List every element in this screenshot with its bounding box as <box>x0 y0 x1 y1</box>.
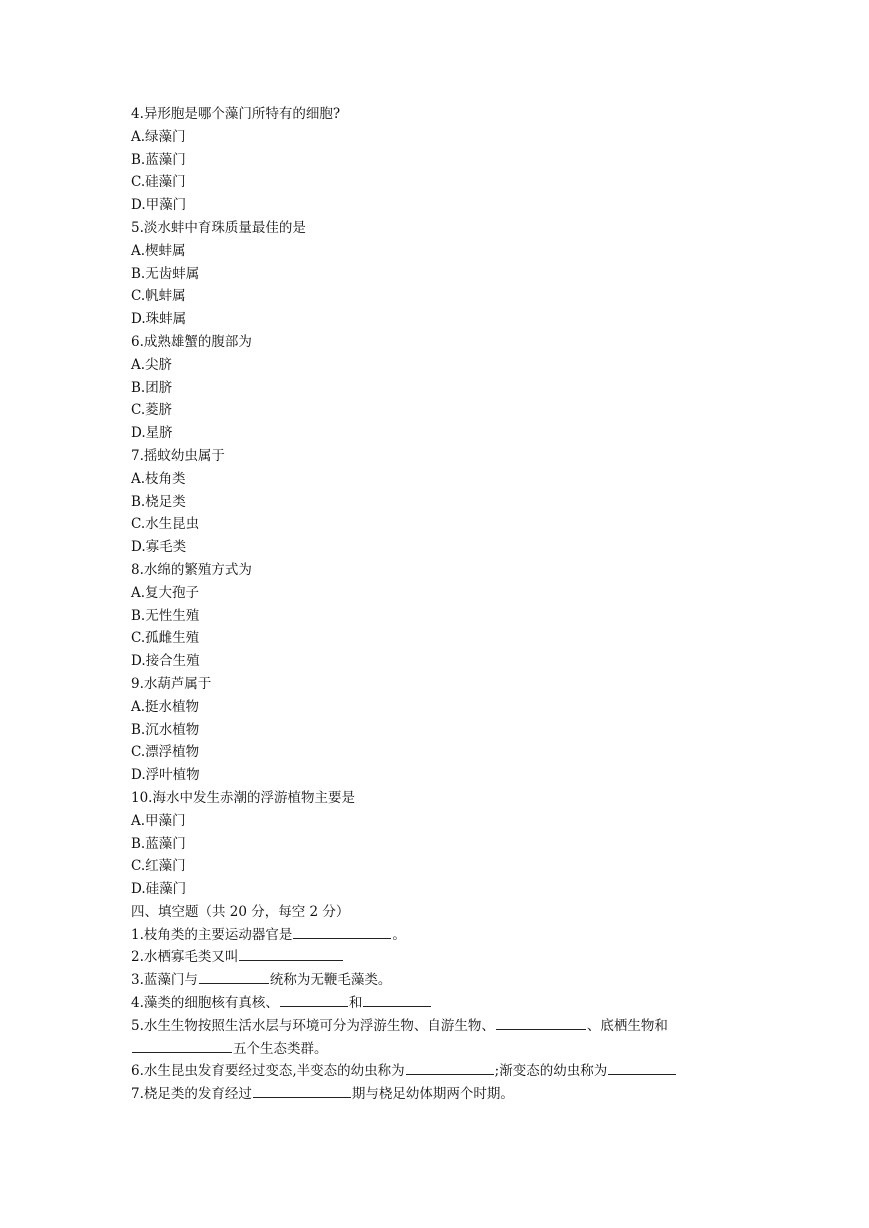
question-text: 9.水葫芦属于 <box>131 675 212 692</box>
exam-page <box>131 103 751 1106</box>
option-d: D.甲藻门 <box>131 197 187 214</box>
fill-question-6 <box>131 1060 751 1083</box>
option-c: C.帆蚌属 <box>131 288 186 305</box>
answer-blank <box>253 1084 351 1098</box>
option-c: C.硅藻门 <box>131 174 186 191</box>
option-b: B.团脐 <box>131 379 173 396</box>
question-text: 6.成熟雄蟹的腹部为 <box>131 333 252 350</box>
answer-blank <box>496 1016 586 1030</box>
fill-text: 4.藻类的细胞核有真核、 <box>131 995 279 1012</box>
question-text: 10.海水中发生赤潮的浮游植物主要是 <box>131 789 355 806</box>
fill-text: 、底栖生物和 <box>586 1017 668 1034</box>
option-c: C.菱脐 <box>131 402 173 419</box>
question-block <box>131 103 751 217</box>
answer-blank <box>199 970 269 984</box>
option-a: A.挺水植物 <box>131 698 200 715</box>
question-text: 8.水绵的繁殖方式为 <box>131 561 252 578</box>
option-d: D.星脐 <box>131 425 173 442</box>
option-b: B.桡足类 <box>131 493 186 510</box>
option-b: B.无性生殖 <box>131 607 200 624</box>
option-d: D.接合生殖 <box>131 653 200 670</box>
question-block <box>131 331 751 445</box>
question-block <box>131 559 751 673</box>
fill-question-4 <box>131 992 751 1015</box>
answer-blank <box>608 1061 676 1075</box>
fill-text: 。 <box>392 926 406 943</box>
fill-text: 1.枝角类的主要运动器官是 <box>131 926 293 943</box>
option-c: C.漂浮植物 <box>131 744 200 761</box>
option-d: D.珠蚌属 <box>131 311 187 328</box>
fill-question-3 <box>131 969 751 992</box>
question-block <box>131 673 751 787</box>
option-b: B.蓝藻门 <box>131 835 186 852</box>
answer-blank <box>293 925 391 939</box>
fill-question-2 <box>131 946 751 969</box>
option-a: A.复大孢子 <box>131 584 200 601</box>
fill-text: 五个生态类群。 <box>233 1040 328 1057</box>
option-a: A.楔蚌属 <box>131 242 186 259</box>
fill-question-7 <box>131 1083 751 1106</box>
fill-text: 3.蓝藻门与 <box>131 972 198 989</box>
fill-text: 统称为无鞭毛藻类。 <box>269 972 392 989</box>
option-a: A.绿藻门 <box>131 128 186 145</box>
option-d: D.硅藻门 <box>131 881 187 898</box>
question-text: 7.摇蚊幼虫属于 <box>131 447 225 464</box>
fill-question-1 <box>131 924 751 947</box>
fill-text: 期与桡足幼体期两个时期。 <box>351 1086 514 1103</box>
option-c: C.水生昆虫 <box>131 516 200 533</box>
answer-blank <box>280 993 348 1007</box>
fill-text: 7.桡足类的发育经过 <box>131 1086 252 1103</box>
question-block <box>131 217 751 331</box>
option-c: C.红藻门 <box>131 858 186 875</box>
question-text: 4.异形胞是哪个藻门所特有的细胞? <box>131 106 341 122</box>
section-heading: 四、填空题（共 20 分，每空 2 分） <box>131 903 350 920</box>
fill-question-5 <box>131 1015 751 1038</box>
question-block <box>131 445 751 559</box>
fill-text: 2.水栖寡毛类又叫 <box>131 949 239 966</box>
option-b: B.无齿蚌属 <box>131 265 200 282</box>
fill-question-5-cont <box>131 1038 751 1061</box>
fill-text: 6.水生昆虫发育要经过变态,半变态的幼虫称为 <box>131 1063 405 1080</box>
answer-blank <box>239 947 343 961</box>
answer-blank <box>363 993 431 1007</box>
fill-text: 5.水生生物按照生活水层与环境可分为浮游生物、自游生物、 <box>131 1017 495 1034</box>
option-a: A.枝角类 <box>131 470 186 487</box>
fill-text: ;渐变态的幼虫称为 <box>494 1063 608 1080</box>
option-d: D.寡毛类 <box>131 539 187 556</box>
answer-blank <box>406 1061 494 1075</box>
option-d: D.浮叶植物 <box>131 767 200 784</box>
fill-text: 和 <box>348 995 363 1012</box>
question-text: 5.淡水蚌中育珠质量最佳的是 <box>131 219 306 236</box>
option-c: C.孤雌生殖 <box>131 630 200 647</box>
option-b: B.沉水植物 <box>131 721 200 738</box>
question-block <box>131 787 751 901</box>
option-a: A.尖脐 <box>131 356 173 373</box>
answer-blank <box>132 1039 232 1053</box>
option-b: B.蓝藻门 <box>131 151 186 168</box>
option-a: A.甲藻门 <box>131 812 186 829</box>
